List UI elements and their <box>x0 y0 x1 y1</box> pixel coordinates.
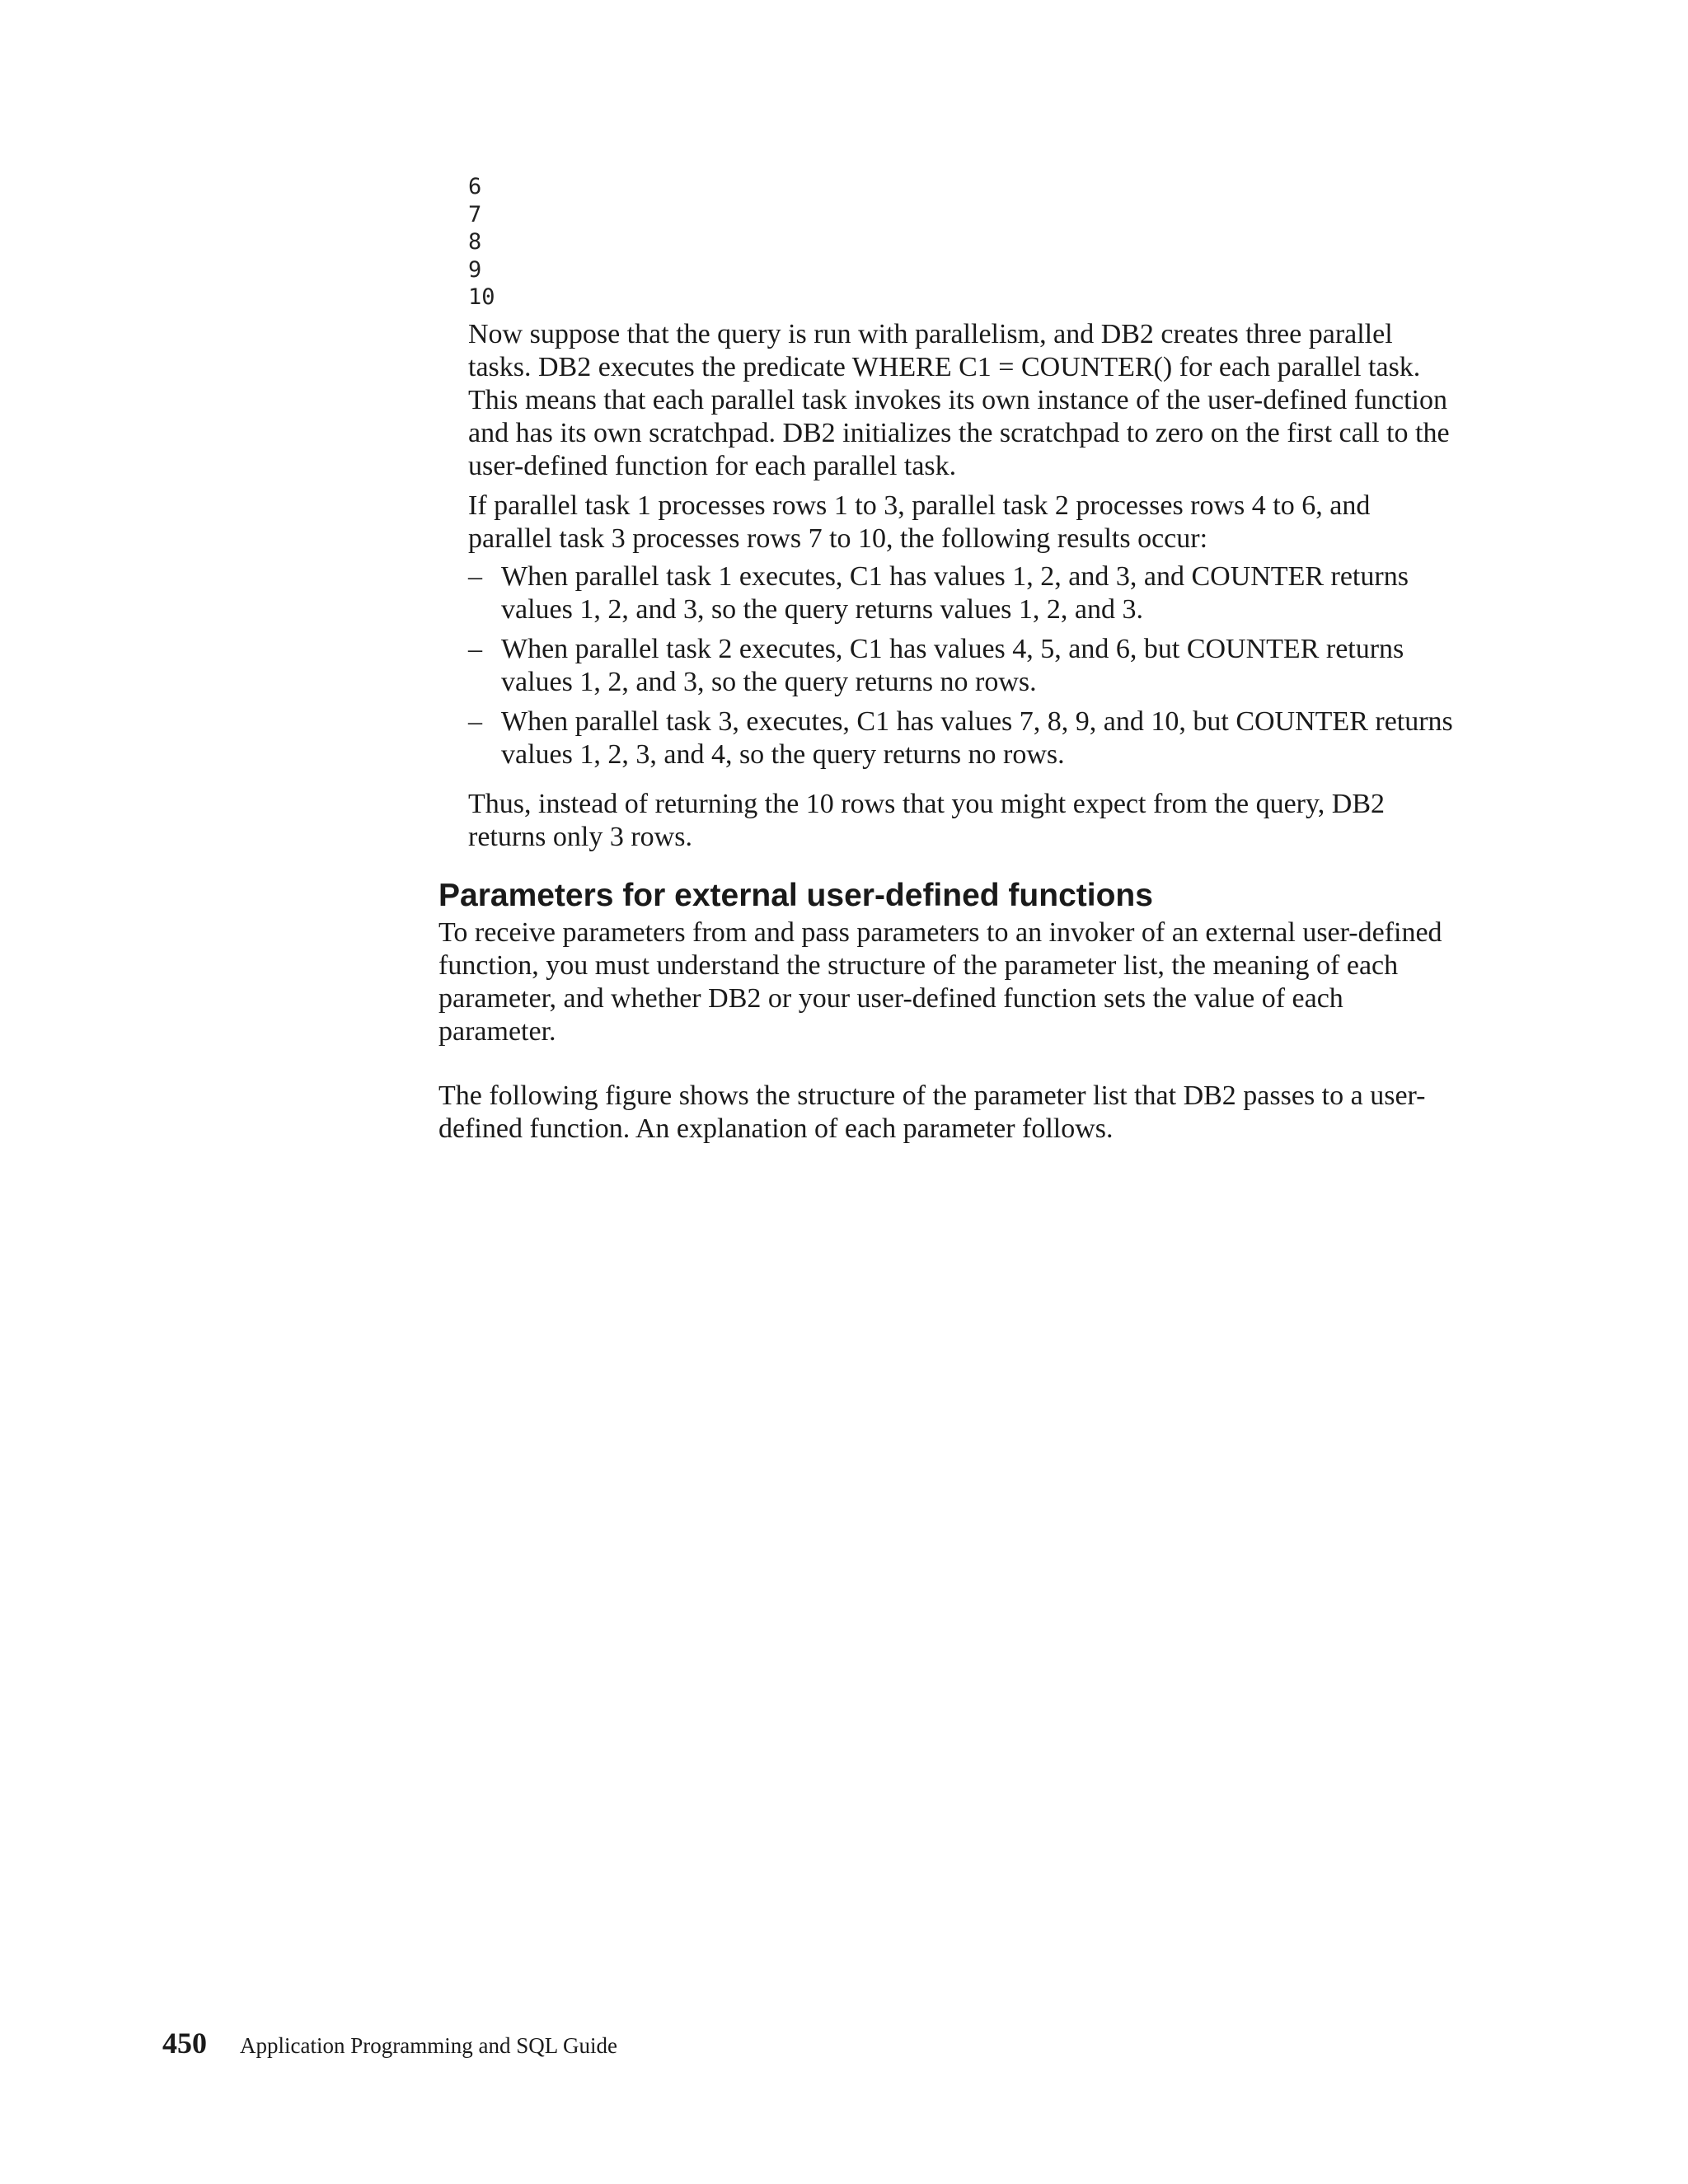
paragraph-summary: Thus, instead of returning the 10 rows that you might expect from the query, DB2 returns only 3 rows. <box>468 789 1386 852</box>
paragraph-parameters-intro: To receive parameters from and pass parameters to an invoker of an external user-defined function, you must understand the structure of the parameter list, the meaning of each parameter, and whether DB2 or your user-defined function sets the value of each parameter. <box>438 917 1442 1047</box>
code-line: 10 <box>468 284 495 310</box>
code-line: 8 <box>468 229 482 255</box>
code-example <box>468 173 495 312</box>
code-line: 9 <box>468 256 482 283</box>
list-item <box>468 560 1465 626</box>
paragraph-parallelism: Now suppose that the query is run with parallelism, and DB2 creates three parallel tasks. DB2 executes the predicate WHERE C1 = COUNTER() for each parallel task. This means that each parallel task invokes its own instance of the user-defined function and has its own scratchpad. DB2 initializes the scratchpad to zero on the first call to the user-defined function for each parallel task. <box>468 319 1450 481</box>
book-title: Application Programming and SQL Guide <box>240 2033 617 2058</box>
list-item <box>468 633 1465 699</box>
page-footer <box>162 2026 617 2060</box>
paragraph-parallel-tasks: If parallel task 1 processes rows 1 to 3, parallel task 2 processes rows 4 to 6, and parallel task 3 processes rows 7 to 10, the following results occur: <box>468 490 1371 554</box>
code-line: 7 <box>468 201 482 227</box>
results-list <box>468 560 1465 778</box>
list-item-text: When parallel task 3, executes, C1 has values 7, 8, 9, and 10, but COUNTER returns values 1, 2, 3, and 4, so the query returns no rows. <box>501 706 1453 770</box>
bullet-dash: – <box>468 561 482 592</box>
list-item <box>468 705 1465 771</box>
code-line: 6 <box>468 174 482 199</box>
paragraph-figure-intro: The following figure shows the structure of the parameter list that DB2 passes to a user-defined function. An explanation of each parameter follows. <box>438 1080 1426 1144</box>
section-heading: Parameters for external user-defined functions <box>438 878 1153 913</box>
bullet-dash: – <box>468 634 482 664</box>
bullet-dash: – <box>468 706 482 737</box>
list-item-text: When parallel task 1 executes, C1 has values 1, 2, and 3, and COUNTER returns values 1, 2, and 3, so the query returns values 1, 2, and 3. <box>501 561 1409 625</box>
list-item-text: When parallel task 2 executes, C1 has values 4, 5, and 6, but COUNTER returns values 1, 2, and 3, so the query returns no rows. <box>501 634 1404 697</box>
page-number: 450 <box>162 2027 207 2060</box>
